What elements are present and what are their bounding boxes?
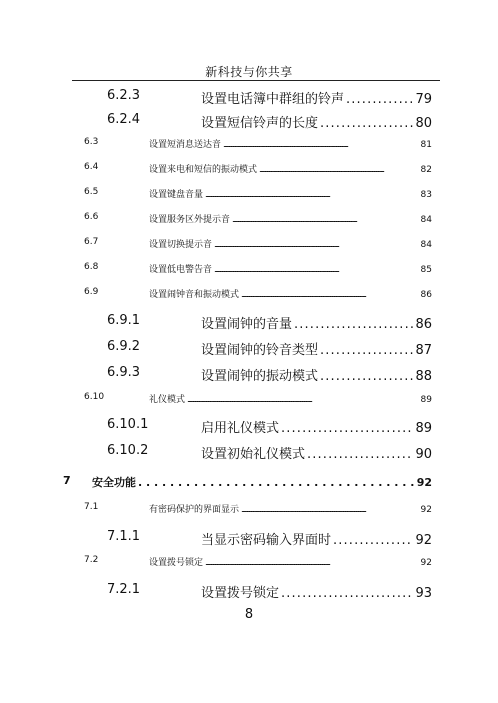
toc-entry[interactable] (0, 162, 498, 176)
toc-entry[interactable] (0, 112, 498, 132)
toc-entry[interactable] (0, 555, 498, 569)
toc-entry-page: 86 (420, 290, 432, 300)
toc-entry-number: 6.10 (84, 392, 105, 402)
toc-entry[interactable] (0, 262, 498, 276)
dot-leader (307, 447, 413, 462)
toc-entry[interactable] (0, 502, 498, 516)
dot-leader (138, 476, 415, 489)
toc-entry-page: 82 (420, 165, 432, 175)
toc-entry-page: 92 (420, 505, 432, 515)
toc-entry-title: 安全功能 (92, 476, 136, 489)
dot-leader (214, 265, 419, 275)
toc-entry-number: 6.9 (84, 287, 99, 297)
toc-entry-page: 87 (415, 343, 432, 358)
toc-entry[interactable] (0, 392, 498, 406)
toc-entry-page: 85 (420, 265, 432, 275)
toc-entry-line (149, 287, 432, 300)
toc-entry-title: 设置切换提示音 (149, 240, 213, 250)
toc-entry[interactable] (0, 582, 498, 602)
toc-entry-title: 设置来电和短信的振动模式 (149, 165, 258, 175)
toc-entry-page: 89 (420, 395, 432, 405)
toc-entry[interactable] (0, 137, 498, 151)
dot-leader (281, 421, 413, 436)
dot-leader (294, 317, 413, 332)
toc-entry-page: 83 (420, 190, 432, 200)
toc-entry-number: 6.5 (84, 187, 99, 197)
dot-leader (232, 215, 419, 225)
toc-entry-number: 6.10.2 (107, 443, 149, 458)
toc-entry-line (92, 474, 432, 490)
page-header-title: 新科技与你共享 (205, 65, 293, 79)
toc-entry-line (149, 187, 432, 200)
toc-entry-line (149, 137, 432, 150)
toc-entry-page: 84 (420, 215, 432, 225)
toc-entry[interactable] (0, 339, 498, 359)
toc-entry-line (201, 365, 432, 384)
page-number: 8 (244, 607, 254, 622)
toc-entry-title: 有密码保护的界面显示 (149, 505, 240, 515)
toc-entry-number: 6.7 (84, 237, 99, 247)
dot-leader (223, 140, 419, 150)
toc-entry-title: 设置短消息送达音 (149, 140, 222, 150)
toc-entry-page: 93 (415, 586, 432, 601)
dot-leader (281, 586, 413, 601)
toc-entry[interactable] (0, 365, 498, 385)
toc-entry-page: 89 (415, 421, 432, 436)
toc-entry-number: 6.6 (84, 212, 99, 222)
dot-leader (205, 558, 419, 568)
toc-entry-title: 设置闹钟的铃音类型 (201, 343, 319, 358)
toc-entry-number: 6.4 (84, 162, 99, 172)
toc-entry-number: 6.8 (84, 262, 99, 272)
toc-entry-line (201, 529, 432, 548)
toc-entry-line (149, 212, 432, 225)
toc-entry[interactable] (0, 212, 498, 226)
toc-entry[interactable] (0, 237, 498, 251)
toc-entry-number: 6.3 (84, 137, 99, 147)
toc-entry-page: 81 (420, 140, 432, 150)
toc-entry[interactable] (0, 443, 498, 463)
toc-entry-line (201, 443, 432, 462)
toc-entry-number: 7 (63, 474, 71, 487)
toc-entry-line (201, 582, 432, 601)
toc-entry-title: 设置初始礼仪模式 (201, 447, 306, 462)
dot-leader (320, 116, 413, 131)
dot-leader (259, 165, 419, 175)
dot-leader (187, 395, 419, 405)
toc-entry[interactable] (0, 187, 498, 201)
toc-entry-page: 80 (415, 116, 432, 131)
toc-entry[interactable] (0, 313, 498, 333)
toc-entry-line (149, 262, 432, 275)
dot-leader (205, 190, 419, 200)
toc-entry-line (149, 237, 432, 250)
toc-entry-page: 79 (415, 92, 432, 107)
toc-entry-title: 设置拨号锁定 (149, 558, 204, 568)
dot-leader (214, 240, 419, 250)
toc-entry-page: 88 (415, 369, 432, 384)
toc-entry[interactable] (0, 474, 498, 492)
toc-entry-page: 92 (416, 476, 432, 489)
toc-entry-line (149, 502, 432, 515)
toc-entry-number: 7.1.1 (107, 529, 141, 544)
toc-entry-title: 启用礼仪模式 (201, 421, 280, 436)
toc-entry-line (149, 392, 432, 405)
toc-entry[interactable] (0, 287, 498, 301)
toc-entry-title: 设置短信铃声的长度 (201, 116, 319, 131)
toc-entry-number: 7.1 (84, 502, 99, 512)
toc-entry-page: 84 (420, 240, 432, 250)
toc-entry-line (201, 417, 432, 436)
toc-entry-line (201, 313, 432, 332)
toc-entry-line (201, 339, 432, 358)
toc-entry-title: 设置闹钟的音量 (201, 317, 293, 332)
toc-entry-title: 设置拨号锁定 (201, 586, 280, 601)
toc-entry-number: 6.9.3 (107, 365, 141, 380)
toc-entry-number: 6.9.2 (107, 339, 141, 354)
dot-leader (320, 343, 413, 358)
toc-entry-page: 92 (415, 533, 432, 548)
toc-entry-title: 礼仪模式 (149, 395, 186, 405)
toc-entry-line (201, 112, 432, 131)
toc-entry-number: 7.2 (84, 555, 99, 565)
toc-entry-line (201, 88, 432, 107)
toc-entry-number: 6.2.4 (107, 112, 141, 127)
toc-entry-page: 86 (415, 317, 432, 332)
dot-leader (333, 533, 413, 548)
toc-entry-title: 设置电话簿中群组的铃声 (201, 92, 345, 107)
toc-entry-number: 6.2.3 (107, 88, 141, 103)
toc-entry-number: 6.9.1 (107, 313, 141, 328)
toc-entry-line (149, 162, 432, 175)
toc-entry[interactable] (0, 529, 498, 549)
toc-entry-title: 设置低电警告音 (149, 265, 213, 275)
toc-entry-title: 设置服务区外提示音 (149, 215, 231, 225)
toc-entry[interactable] (0, 417, 498, 437)
toc-entry-page: 90 (415, 447, 432, 462)
dot-leader (320, 369, 413, 384)
toc-entry-title: 设置闹钟的振动模式 (201, 369, 319, 384)
toc-entry-title: 当显示密码输入界面时 (201, 533, 332, 548)
toc-entry-page: 92 (420, 558, 432, 568)
dot-leader (241, 505, 419, 515)
header-divider (72, 80, 440, 81)
toc-entry-title: 设置键盘音量 (149, 190, 204, 200)
toc-entry[interactable] (0, 88, 498, 108)
dot-leader (241, 290, 419, 300)
toc-entry-line (149, 555, 432, 568)
toc-entry-title: 设置闹钟音和振动模式 (149, 290, 240, 300)
toc-entry-number: 7.2.1 (107, 582, 141, 597)
dot-leader (346, 92, 413, 107)
toc-entry-number: 6.10.1 (107, 417, 149, 432)
